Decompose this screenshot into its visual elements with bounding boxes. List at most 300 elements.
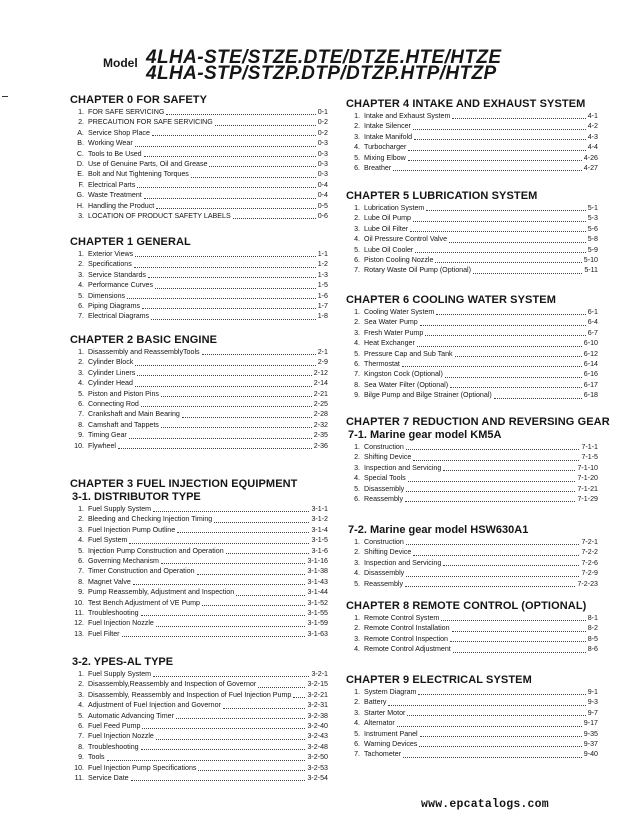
dot-leader — [494, 397, 582, 399]
toc-entry-page: 6-4 — [587, 318, 598, 327]
toc-entry-title: Warning Devices — [364, 739, 418, 748]
dot-leader — [118, 447, 312, 449]
toc-entry-number: 3. — [354, 558, 360, 567]
chapter-heading: CHAPTER 1 GENERAL — [70, 236, 191, 248]
toc-entry-title: Fuel Filter — [88, 629, 120, 638]
toc-entry-title: Lube Oil Pump — [364, 214, 411, 223]
toc-entry[interactable] — [346, 613, 598, 623]
toc-entry[interactable] — [346, 153, 598, 163]
toc-entry-title: System Diagram — [364, 687, 417, 696]
toc-entry-page: 6-7 — [587, 328, 598, 337]
toc-entry-title: Reassembly — [364, 579, 404, 588]
toc-entry-page: 3-1-4 — [311, 525, 328, 534]
toc-entry-title: Cylinder Block — [88, 358, 134, 367]
toc-entry[interactable] — [346, 380, 598, 390]
toc-entry[interactable] — [346, 708, 598, 718]
toc-entry[interactable] — [70, 577, 328, 587]
toc-entry-number: 3. — [78, 368, 84, 377]
toc-entry-title: Heat Exchanger — [364, 339, 415, 348]
toc-entry-number: 5. — [354, 245, 360, 254]
toc-entry[interactable] — [70, 629, 328, 639]
toc-entry-number: 4. — [354, 143, 360, 152]
toc-entry[interactable] — [346, 687, 598, 697]
toc-entry-number: 6. — [354, 494, 360, 503]
toc-entry-page: 3-2-15 — [307, 680, 328, 689]
toc-entry[interactable] — [70, 169, 328, 179]
dot-leader — [135, 385, 312, 387]
toc-entry[interactable] — [70, 752, 328, 762]
toc-entry-number: 1. — [354, 111, 360, 120]
toc-entry-number: 1. — [78, 347, 84, 356]
model-line-2: 4LHA-STP/STZP.DTP/DTZP.HTP/HTZP — [146, 63, 497, 84]
chapter-heading: CHAPTER 7 REDUCTION AND REVERSING GEAR — [346, 416, 610, 428]
model-label: Model — [103, 56, 138, 70]
toc-entry-page: 7-2-2 — [581, 548, 598, 557]
dot-leader — [144, 197, 316, 199]
toc-entry[interactable] — [70, 618, 328, 628]
toc-entry-page: 0-3 — [317, 139, 328, 148]
toc-entry-number: F. — [78, 180, 84, 189]
toc-entry[interactable] — [346, 224, 598, 234]
toc-entry[interactable] — [346, 547, 598, 557]
toc-entry-title: Dimensions — [88, 291, 126, 300]
toc-entry-number: 9. — [78, 588, 84, 597]
toc-entry-number: 8. — [78, 577, 84, 586]
toc-entry[interactable] — [70, 180, 328, 190]
toc-entry[interactable] — [346, 623, 598, 633]
toc-entry-number: H. — [76, 201, 84, 210]
toc-entry[interactable] — [70, 378, 328, 388]
toc-entry-page: 4-1 — [587, 111, 598, 120]
toc-entry[interactable] — [70, 149, 328, 159]
toc-entry-title: Pump Reassembly, Adjustment and Inspection — [88, 588, 235, 597]
toc-entry-title: Starter Motor — [364, 708, 406, 717]
toc-entry-page: 2-25 — [313, 399, 328, 408]
dot-leader — [202, 604, 306, 606]
toc-entry[interactable] — [70, 409, 328, 419]
toc-entry-number: 2. — [78, 680, 84, 689]
dot-leader — [214, 521, 309, 523]
dot-leader — [445, 376, 582, 378]
toc-entry[interactable] — [70, 301, 328, 311]
toc-entry-number: E. — [77, 170, 84, 179]
toc-entry-title: Tools — [88, 753, 105, 762]
toc-entry-number: 1. — [78, 249, 84, 258]
toc-entry-title: Construction — [364, 537, 404, 546]
toc-entry-title: Mixing Elbow — [364, 153, 406, 162]
toc-entry-title: Breather — [364, 163, 392, 172]
dot-leader — [452, 630, 586, 632]
toc-entry[interactable] — [70, 159, 328, 169]
toc-entry-number: 1. — [354, 203, 360, 212]
toc-entry-page: 7-1-21 — [577, 484, 598, 493]
toc-entry-title: Crankshaft and Main Bearing — [88, 410, 180, 419]
toc-entry[interactable] — [70, 514, 328, 524]
toc-entry[interactable] — [70, 190, 328, 200]
toc-entry-page: 7-2-6 — [581, 558, 598, 567]
toc-entry[interactable] — [346, 749, 598, 759]
toc-entry[interactable] — [70, 420, 328, 430]
dot-leader — [453, 651, 586, 653]
toc-entry-title: Fuel Injection Pump Outline — [88, 525, 176, 534]
toc-entry[interactable] — [346, 265, 598, 275]
toc-entry-title: Rotary Waste Oil Pump (Optional) — [364, 266, 471, 275]
toc-entry-number: 11. — [74, 608, 84, 617]
dot-leader — [142, 727, 305, 729]
dot-leader — [156, 207, 315, 209]
toc-entry[interactable] — [70, 430, 328, 440]
toc-entry-page: 5-9 — [587, 245, 598, 254]
dot-leader — [258, 686, 305, 688]
chapter-heading: CHAPTER 3 FUEL INJECTION EQUIPMENT — [70, 478, 298, 490]
toc-entry[interactable] — [70, 546, 328, 556]
toc-entry[interactable] — [346, 579, 598, 589]
toc-entry[interactable] — [70, 211, 328, 221]
toc-entry-title: Piston Cooling Nozzle — [364, 255, 434, 264]
chapter-heading: CHAPTER 9 ELECTRICAL SYSTEM — [346, 674, 532, 686]
toc-entry[interactable] — [70, 399, 328, 409]
toc-entry-number: 2. — [354, 548, 360, 557]
toc-entry[interactable] — [346, 234, 598, 244]
toc-entry-title: Electrical Parts — [88, 180, 136, 189]
toc-entry-number: 10. — [74, 763, 84, 772]
toc-entry[interactable] — [70, 201, 328, 211]
toc-entry-title: Flywheel — [88, 441, 116, 450]
toc-entry-page: 6-10 — [583, 339, 598, 348]
toc-entry[interactable] — [70, 357, 328, 367]
toc-entry-title: Fuel Feed Pump — [88, 721, 141, 730]
toc-entry[interactable] — [346, 203, 598, 213]
model-line-1: 4LHA-STE/STZE.DTE/DTZE.HTE/HTZE — [146, 47, 502, 68]
toc-entry-page: 1-5 — [317, 281, 328, 290]
toc-entry[interactable] — [70, 535, 328, 545]
toc-entry[interactable] — [346, 452, 598, 462]
toc-entry-number: 2. — [354, 318, 360, 327]
toc-entry-number: 5. — [354, 153, 360, 162]
toc-entry-number: 12. — [74, 619, 84, 628]
toc-entry-title: Lube Oil Cooler — [364, 245, 414, 254]
toc-entry[interactable] — [70, 525, 328, 535]
toc-entry[interactable] — [70, 389, 328, 399]
toc-entry[interactable] — [70, 117, 328, 127]
dot-leader — [151, 318, 316, 320]
toc-entry[interactable] — [346, 644, 598, 654]
toc-entry-page: 4-27 — [583, 163, 598, 172]
toc-entry[interactable] — [70, 742, 328, 752]
toc-entry-page: 3-2-21 — [307, 690, 328, 699]
dot-leader — [420, 735, 582, 737]
dot-leader — [133, 583, 306, 585]
toc-entry-number: 9. — [78, 753, 84, 762]
dot-leader — [129, 437, 312, 439]
dot-leader — [155, 287, 316, 289]
toc-entry-page: 2-1 — [317, 347, 328, 356]
toc-entry[interactable] — [70, 291, 328, 301]
toc-entry[interactable] — [70, 763, 328, 773]
toc-entry-number: 5. — [354, 349, 360, 358]
toc-entry[interactable] — [346, 442, 598, 452]
toc-entry[interactable] — [70, 679, 328, 689]
chapter-heading: CHAPTER 5 LUBRICATION SYSTEM — [346, 190, 538, 202]
toc-entry-title: LOCATION OF PRODUCT SAFETY LABELS — [88, 211, 231, 220]
toc-entry-title: Shifting Device — [364, 453, 412, 462]
toc-entry-page: 3-1-55 — [307, 608, 328, 617]
toc-entry[interactable] — [70, 368, 328, 378]
toc-entry-number: 2. — [354, 122, 360, 131]
toc-entry[interactable] — [70, 556, 328, 566]
toc-entry-page: 0-2 — [317, 128, 328, 137]
toc-entry-title: Construction — [364, 442, 404, 451]
toc-entry-page: 8-5 — [587, 634, 598, 643]
toc-entry-number: 1. — [78, 107, 84, 116]
dot-leader — [413, 554, 579, 556]
dot-leader — [137, 374, 311, 376]
toc-entry[interactable] — [346, 634, 598, 644]
toc-entry-number: 4. — [354, 569, 360, 578]
dot-leader — [420, 324, 586, 326]
toc-entry[interactable] — [346, 142, 598, 152]
toc-entry-title: Intake and Exhaust System — [364, 111, 451, 120]
toc-entry[interactable] — [70, 249, 328, 259]
dot-leader — [135, 255, 316, 257]
dot-leader — [233, 217, 316, 219]
toc-entry-page: 9-7 — [587, 708, 598, 717]
toc-entry[interactable] — [70, 700, 328, 710]
toc-entry[interactable] — [70, 128, 328, 138]
toc-entry[interactable] — [70, 280, 328, 290]
toc-entry[interactable] — [346, 484, 598, 494]
dot-leader — [393, 169, 582, 171]
toc-section — [70, 656, 328, 783]
dot-leader — [408, 159, 582, 161]
toc-entry-page: 7-1-5 — [581, 453, 598, 462]
toc-entry[interactable] — [346, 473, 598, 483]
subsection-heading: 7-1. Marine gear model KM5A — [348, 429, 502, 441]
toc-entry-title: Timing Gear — [88, 431, 127, 440]
toc-entry[interactable] — [70, 504, 328, 514]
toc-entry[interactable] — [346, 390, 598, 400]
dot-leader — [223, 707, 306, 709]
toc-entry[interactable] — [70, 731, 328, 741]
toc-entry-title: Service Shop Place — [88, 128, 150, 137]
toc-entry[interactable] — [346, 568, 598, 578]
dot-leader — [406, 490, 575, 492]
toc-entry-number: 1. — [354, 307, 360, 316]
toc-entry-page: 3-1-63 — [307, 629, 328, 638]
toc-entry-number: 4. — [78, 379, 84, 388]
toc-entry-number: 5. — [354, 484, 360, 493]
toc-entry-page: 2-21 — [313, 389, 328, 398]
toc-section — [346, 674, 598, 760]
toc-entry[interactable] — [70, 721, 328, 731]
dot-leader — [129, 542, 309, 544]
toc-entry-number: B. — [77, 139, 84, 148]
toc-entry-number: 10. — [74, 598, 84, 607]
dot-leader — [191, 176, 316, 178]
toc-entry-title: Electrical Diagrams — [88, 312, 150, 321]
toc-entry[interactable] — [346, 245, 598, 255]
toc-entry-number: 6. — [354, 739, 360, 748]
toc-entry-page: 5-3 — [587, 214, 598, 223]
toc-entry-title: Troubleshooting — [88, 608, 139, 617]
toc-entry-title: Troubleshooting — [88, 742, 139, 751]
toc-entry-page: 3-1-38 — [307, 567, 328, 576]
toc-entry[interactable] — [70, 441, 328, 451]
toc-entry-page: 3-2-43 — [307, 732, 328, 741]
toc-entry[interactable] — [346, 369, 598, 379]
toc-entry-page: 6-18 — [583, 391, 598, 400]
toc-entry[interactable] — [70, 347, 328, 357]
dot-leader — [182, 416, 312, 418]
dot-leader — [156, 625, 306, 627]
toc-entry-title: Connecting Rod — [88, 399, 139, 408]
toc-entry[interactable] — [70, 773, 328, 783]
toc-entry-page: 7-2-9 — [581, 569, 598, 578]
toc-entry-title: Inspection and Servicing — [364, 463, 442, 472]
toc-section — [70, 478, 328, 639]
toc-entry[interactable] — [70, 311, 328, 321]
toc-entry-page: 2-9 — [317, 358, 328, 367]
toc-entry[interactable] — [346, 338, 598, 348]
toc-entry[interactable] — [346, 718, 598, 728]
toc-entry-title: Sea Water Pump — [364, 318, 418, 327]
dot-leader — [148, 276, 316, 278]
toc-entry[interactable] — [70, 138, 328, 148]
dot-leader — [127, 297, 316, 299]
toc-entry-number: 3. — [78, 690, 84, 699]
toc-entry[interactable] — [70, 669, 328, 679]
toc-entry-number: C. — [76, 149, 84, 158]
toc-entry-page: 2-12 — [313, 368, 328, 377]
toc-entry-number: 2. — [354, 624, 360, 633]
toc-entry-number: 4. — [78, 536, 84, 545]
toc-entry[interactable] — [70, 608, 328, 618]
toc-entry[interactable] — [346, 349, 598, 359]
subsection-heading: 3-2. YPES-AL TYPE — [72, 656, 174, 668]
toc-entry[interactable] — [346, 111, 598, 121]
toc-entry-title: Working Wear — [88, 139, 133, 148]
dot-leader — [441, 619, 585, 621]
toc-entry[interactable] — [346, 317, 598, 327]
toc-entry-title: Handling the Product — [88, 201, 155, 210]
dot-leader — [449, 241, 586, 243]
toc-entry-page: 2-36 — [313, 441, 328, 450]
toc-entry-number: 5. — [354, 729, 360, 738]
toc-entry-title: Cylinder Head — [88, 379, 133, 388]
toc-entry[interactable] — [346, 537, 598, 547]
toc-entry-number: 8. — [78, 742, 84, 751]
toc-entry-page: 4-2 — [587, 122, 598, 131]
toc-entry-page: 3-2-48 — [307, 742, 328, 751]
dot-leader — [450, 640, 586, 642]
toc-entry-number: 2. — [354, 698, 360, 707]
toc-entry-page: 0-5 — [317, 201, 328, 210]
toc-entry-number: 5. — [78, 291, 84, 300]
toc-entry-page: 0-3 — [317, 170, 328, 179]
footer-url[interactable]: www.epcatalogs.com — [421, 798, 549, 811]
toc-entry-page: 9-35 — [583, 729, 598, 738]
toc-entry[interactable] — [346, 697, 598, 707]
dot-leader — [407, 714, 585, 716]
toc-entry[interactable] — [346, 328, 598, 338]
dot-leader — [426, 209, 585, 211]
toc-entry-title: Kingston Cock (Optional) — [364, 370, 443, 379]
toc-entry-page: 7-1-29 — [577, 494, 598, 503]
toc-entry-page: 3-2-31 — [307, 701, 328, 710]
toc-entry-number: 3. — [78, 270, 84, 279]
toc-entry-number: 4. — [354, 339, 360, 348]
subsection-heading: 7-2. Marine gear model HSW630A1 — [348, 524, 529, 536]
toc-entry-title: Cooling Water System — [364, 307, 435, 316]
toc-entry-page: 5-1 — [587, 203, 598, 212]
toc-entry-number: 1. — [78, 504, 84, 513]
toc-entry-number: 2. — [354, 453, 360, 462]
toc-entry-page: 8-6 — [587, 645, 598, 654]
toc-entry-number: 3. — [354, 132, 360, 141]
toc-entry-number: 1. — [354, 442, 360, 451]
toc-entry-page: 8-1 — [587, 613, 598, 622]
toc-entry-number: 5. — [78, 389, 84, 398]
toc-entry[interactable] — [70, 107, 328, 117]
toc-entry-page: 8-2 — [587, 624, 598, 633]
toc-entry-page: 2-35 — [313, 431, 328, 440]
toc-entry-page: 3-1-44 — [307, 588, 328, 597]
toc-entry-title: Bilge Pump and Bilge Strainer (Optional) — [364, 391, 492, 400]
toc-entry-number: 2. — [78, 260, 84, 269]
toc-entry[interactable] — [70, 566, 328, 576]
toc-entry[interactable] — [346, 163, 598, 173]
toc-entry-page: 4-3 — [587, 132, 598, 141]
toc-entry[interactable] — [346, 463, 598, 473]
toc-entry-title: Fuel Supply System — [88, 669, 152, 678]
toc-entry-title: Sea Water Filter (Optional) — [364, 380, 449, 389]
toc-entry[interactable] — [346, 359, 598, 369]
toc-entry-number: 9. — [78, 431, 84, 440]
toc-entry[interactable] — [70, 711, 328, 721]
dot-leader — [406, 575, 579, 577]
toc-entry-page: 6-16 — [583, 370, 598, 379]
dot-leader — [144, 155, 316, 157]
dot-leader — [388, 704, 585, 706]
toc-entry[interactable] — [70, 270, 328, 280]
toc-entry-title: Disassembly and ReassemblyTools — [88, 347, 200, 356]
toc-entry[interactable] — [70, 690, 328, 700]
toc-entry[interactable] — [346, 739, 598, 749]
toc-entry[interactable] — [70, 587, 328, 597]
toc-entry-title: FOR SAFE SERVICING — [88, 107, 165, 116]
toc-entry-title: Disassembly — [364, 569, 405, 578]
chapter-heading: CHAPTER 8 REMOTE CONTROL (OPTIONAL) — [346, 600, 587, 612]
toc-entry[interactable] — [346, 494, 598, 504]
toc-entry-page: 0-3 — [317, 149, 328, 158]
toc-entry[interactable] — [346, 255, 598, 265]
dot-leader — [413, 459, 579, 461]
toc-entry[interactable] — [70, 259, 328, 269]
toc-entry[interactable] — [346, 558, 598, 568]
toc-entry[interactable] — [346, 213, 598, 223]
toc-entry[interactable] — [70, 598, 328, 608]
toc-entry-title: Fuel Supply System — [88, 504, 152, 513]
toc-entry[interactable] — [346, 307, 598, 317]
toc-entry-title: Timer Construction and Operation — [88, 567, 195, 576]
toc-entry[interactable] — [346, 729, 598, 739]
dot-leader — [107, 759, 306, 761]
toc-entry-number: 13. — [74, 629, 84, 638]
toc-entry-title: Thermostat — [364, 359, 400, 368]
toc-entry-number: 1. — [354, 687, 360, 696]
toc-entry[interactable] — [346, 132, 598, 142]
toc-entry[interactable] — [346, 121, 598, 131]
